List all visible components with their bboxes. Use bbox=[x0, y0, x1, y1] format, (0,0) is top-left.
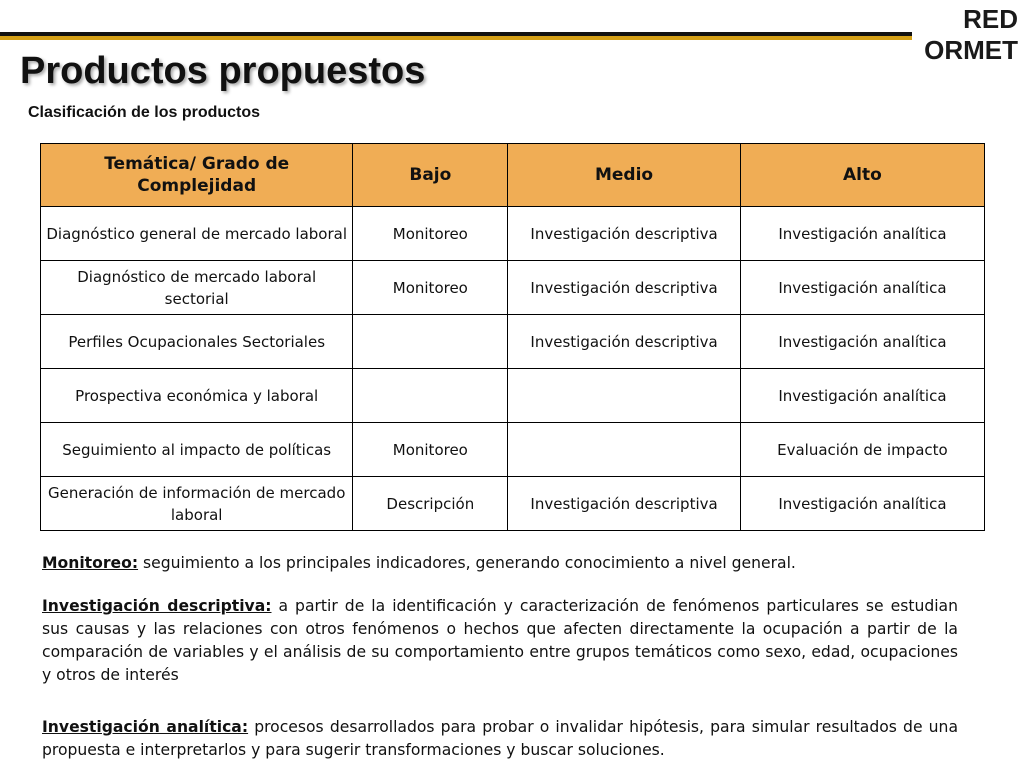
page-subtitle: Clasificación de los productos bbox=[28, 104, 261, 121]
definition-text: a partir de la identificación y caracterización de fenómenos particulares se estudian sus causas y las relaciones con otros fenómenos o hechos que afecten directamente la ocupación a partir de la comparación de variables y el análisis de su comportamiento entre grupos temáticos como sexo, edad, ocupaciones y otros de interés bbox=[42, 597, 958, 684]
brand-logo bbox=[914, 4, 1018, 66]
cell-bajo: Monitoreo bbox=[353, 207, 508, 261]
cell-tema: Perfiles Ocupacionales Sectoriales bbox=[41, 315, 353, 369]
cell-medio: Investigación descriptiva bbox=[508, 207, 741, 261]
definition-term: Investigación descriptiva: bbox=[42, 597, 272, 615]
header-medio: Medio bbox=[508, 144, 741, 207]
cell-medio bbox=[508, 423, 741, 477]
table-row bbox=[41, 369, 985, 423]
header-alto: Alto bbox=[740, 144, 984, 207]
header-tematica: Temática/ Grado de Complejidad bbox=[41, 144, 353, 207]
logo-line-1: RED bbox=[963, 4, 1018, 34]
cell-tema: Generación de información de mercado laboral bbox=[41, 477, 353, 531]
cell-tema: Prospectiva económica y laboral bbox=[41, 369, 353, 423]
cell-bajo bbox=[353, 369, 508, 423]
cell-alto: Investigación analítica bbox=[740, 261, 984, 315]
cell-alto: Investigación analítica bbox=[740, 477, 984, 531]
cell-bajo: Descripción bbox=[353, 477, 508, 531]
definition-term: Investigación analítica: bbox=[42, 718, 249, 736]
definition-investigacion-analitica bbox=[42, 716, 958, 762]
page-title: Productos propuestos bbox=[20, 50, 426, 92]
cell-alto: Investigación analítica bbox=[740, 315, 984, 369]
header-rule-gold bbox=[0, 36, 912, 40]
cell-alto: Investigación analítica bbox=[740, 207, 984, 261]
table-row bbox=[41, 207, 985, 261]
cell-medio: Investigación descriptiva bbox=[508, 261, 741, 315]
cell-alto: Evaluación de impacto bbox=[740, 423, 984, 477]
cell-medio bbox=[508, 369, 741, 423]
cell-tema: Diagnóstico general de mercado laboral bbox=[41, 207, 353, 261]
cell-medio: Investigación descriptiva bbox=[508, 477, 741, 531]
cell-medio: Investigación descriptiva bbox=[508, 315, 741, 369]
table-row bbox=[41, 315, 985, 369]
table-row bbox=[41, 261, 985, 315]
cell-alto: Investigación analítica bbox=[740, 369, 984, 423]
table-row bbox=[41, 423, 985, 477]
definition-monitoreo bbox=[42, 552, 958, 575]
definition-text: procesos desarrollados para probar o invalidar hipótesis, para simular resultados de una propuesta e interpretarlos y para sugerir transformaciones y buscar soluciones. bbox=[42, 718, 958, 759]
logo-line-2: ORMET bbox=[924, 35, 1018, 65]
definition-term: Monitoreo: bbox=[42, 554, 139, 572]
cell-bajo bbox=[353, 315, 508, 369]
table-row bbox=[41, 477, 985, 531]
cell-bajo: Monitoreo bbox=[353, 423, 508, 477]
header-bajo: Bajo bbox=[353, 144, 508, 207]
products-table bbox=[40, 143, 985, 531]
cell-tema: Seguimiento al impacto de políticas bbox=[41, 423, 353, 477]
table-header-row bbox=[41, 144, 985, 207]
cell-bajo: Monitoreo bbox=[353, 261, 508, 315]
definition-text: seguimiento a los principales indicadores, generando conocimiento a nivel general. bbox=[138, 554, 796, 572]
definition-investigacion-descriptiva bbox=[42, 595, 958, 687]
cell-tema: Diagnóstico de mercado laboral sectorial bbox=[41, 261, 353, 315]
